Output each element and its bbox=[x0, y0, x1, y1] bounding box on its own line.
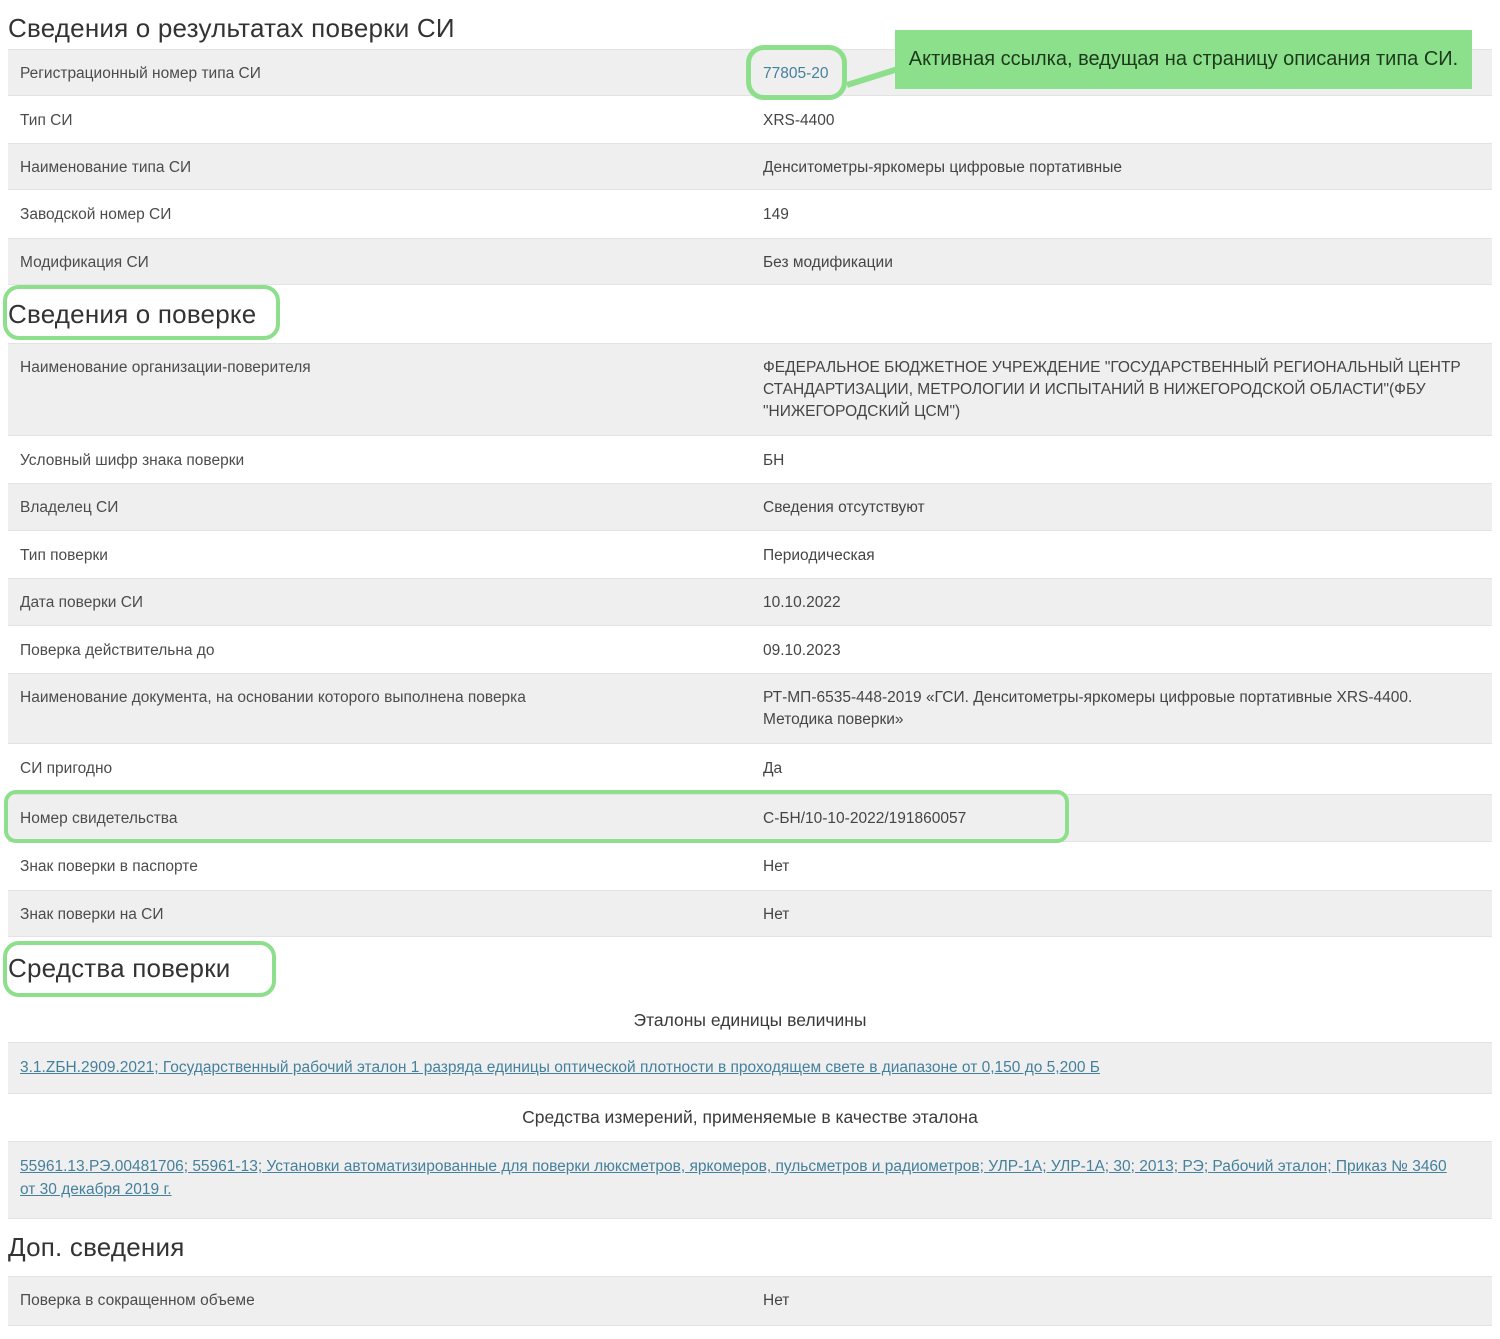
row-value: Нет bbox=[763, 858, 790, 875]
row-label: Поверка в сокращенном объеме bbox=[20, 1292, 255, 1309]
section-title-additional-info: Доп. сведения bbox=[8, 1232, 185, 1262]
row-value: БН bbox=[763, 452, 785, 469]
measuring-instruments-row bbox=[8, 1141, 1492, 1219]
subheading-standards: Эталоны единицы величины bbox=[633, 1010, 867, 1030]
table-row bbox=[8, 531, 1492, 578]
verification-info-table bbox=[8, 343, 1492, 937]
row-value: 10.10.2022 bbox=[763, 594, 841, 611]
page-title: Сведения о результатах поверки СИ bbox=[8, 13, 455, 43]
si-info-table bbox=[8, 49, 1492, 285]
row-label: Модификация СИ bbox=[20, 254, 149, 271]
table-row bbox=[8, 578, 1492, 626]
table-row bbox=[8, 744, 1492, 794]
measuring-instrument-link[interactable]: 55961.13.РЭ.00481706; 55961-13; Установки автоматизированные для поверки люксметров, яркомеров, пульсметров и радиометров; УЛР-1А; УЛР-1А; 30; 2013; РЭ; Рабочий эталон; Приказ № 3460 от 30 декабря 2019 г. bbox=[20, 1158, 1447, 1198]
table-row-certificate-number bbox=[8, 794, 1492, 842]
si-type-registration-link[interactable]: 77805-20 bbox=[763, 65, 829, 82]
row-label: Дата поверки СИ bbox=[20, 594, 144, 611]
additional-info-table bbox=[8, 1276, 1492, 1326]
row-value: Сведения отсутствуют bbox=[763, 499, 925, 516]
row-value: 149 bbox=[763, 206, 789, 223]
row-value: XRS-4400 bbox=[763, 112, 835, 129]
table-row bbox=[8, 673, 1492, 744]
section-title-verification-means: Средства поверки bbox=[8, 952, 231, 983]
row-label: Знак поверки на СИ bbox=[20, 906, 164, 923]
row-value: Нет bbox=[763, 906, 790, 923]
row-value: С-БН/10-10-2022/191860057 bbox=[763, 810, 967, 827]
row-label: Наименование организации-поверителя bbox=[20, 359, 311, 376]
row-label: Заводской номер СИ bbox=[20, 206, 172, 223]
row-label: Условный шифр знака поверки bbox=[20, 452, 245, 469]
row-label: Тип СИ bbox=[20, 112, 73, 129]
row-value: Периодическая bbox=[763, 547, 875, 564]
table-row bbox=[8, 626, 1492, 673]
table-row bbox=[8, 483, 1492, 531]
table-row bbox=[8, 143, 1492, 190]
row-value: ФЕДЕРАЛЬНОЕ БЮДЖЕТНОЕ УЧРЕЖДЕНИЕ "ГОСУДАРСТВЕННЫЙ РЕГИОНАЛЬНЫЙ ЦЕНТР СТАНДАРТИЗАЦИИ, МЕТРОЛОГИИ И ИСПЫТАНИЙ В НИЖЕГОРОДСКОЙ ОБЛАСТИ"(ФБУ "НИЖЕГОРОДСКИЙ ЦСМ") bbox=[763, 359, 1461, 420]
subheading-measuring-instruments: Средства измерений, применяемые в качестве эталона bbox=[522, 1107, 978, 1127]
standard-link[interactable]: 3.1.ZБН.2909.2021; Государственный рабочий эталон 1 разряда единицы оптической плотности в проходящем свете в диапазоне от 0,150 до 5,200 Б bbox=[20, 1059, 1100, 1076]
row-value: Денситометры-яркомеры цифровые портативные bbox=[763, 159, 1122, 176]
table-row bbox=[8, 890, 1492, 937]
row-label: Знак поверки в паспорте bbox=[20, 858, 198, 875]
verification-means-block bbox=[8, 999, 1492, 1219]
row-label: Номер свидетельства bbox=[20, 810, 178, 827]
row-value: Без модификации bbox=[763, 254, 893, 271]
table-row bbox=[8, 238, 1492, 285]
section-title-verification-info: Сведения о поверке bbox=[8, 298, 257, 329]
table-row bbox=[8, 49, 1492, 96]
table-row bbox=[8, 1276, 1492, 1326]
table-row bbox=[8, 343, 1492, 436]
table-row bbox=[8, 842, 1492, 890]
table-row bbox=[8, 190, 1492, 238]
row-value: Нет bbox=[763, 1292, 790, 1309]
row-label: Наименование документа, на основании которого выполнена поверка bbox=[20, 689, 526, 706]
row-label: Поверка действительна до bbox=[20, 642, 215, 659]
table-row bbox=[8, 96, 1492, 143]
standards-row bbox=[8, 1042, 1492, 1094]
row-label: Владелец СИ bbox=[20, 499, 119, 516]
table-row bbox=[8, 436, 1492, 483]
row-label: СИ пригодно bbox=[20, 760, 113, 777]
row-label: Тип поверки bbox=[20, 547, 108, 564]
row-label: Регистрационный номер типа СИ bbox=[20, 65, 261, 82]
row-value: Да bbox=[763, 760, 783, 777]
row-value: 09.10.2023 bbox=[763, 642, 841, 659]
row-value: РТ-МП-6535-448-2019 «ГСИ. Денситометры-яркомеры цифровые портативные XRS-4400. Методика поверки» bbox=[763, 689, 1413, 728]
annotation-tooltip: Активная ссылка, ведущая на страницу описания типа СИ. bbox=[895, 30, 1472, 89]
row-label: Наименование типа СИ bbox=[20, 159, 192, 176]
